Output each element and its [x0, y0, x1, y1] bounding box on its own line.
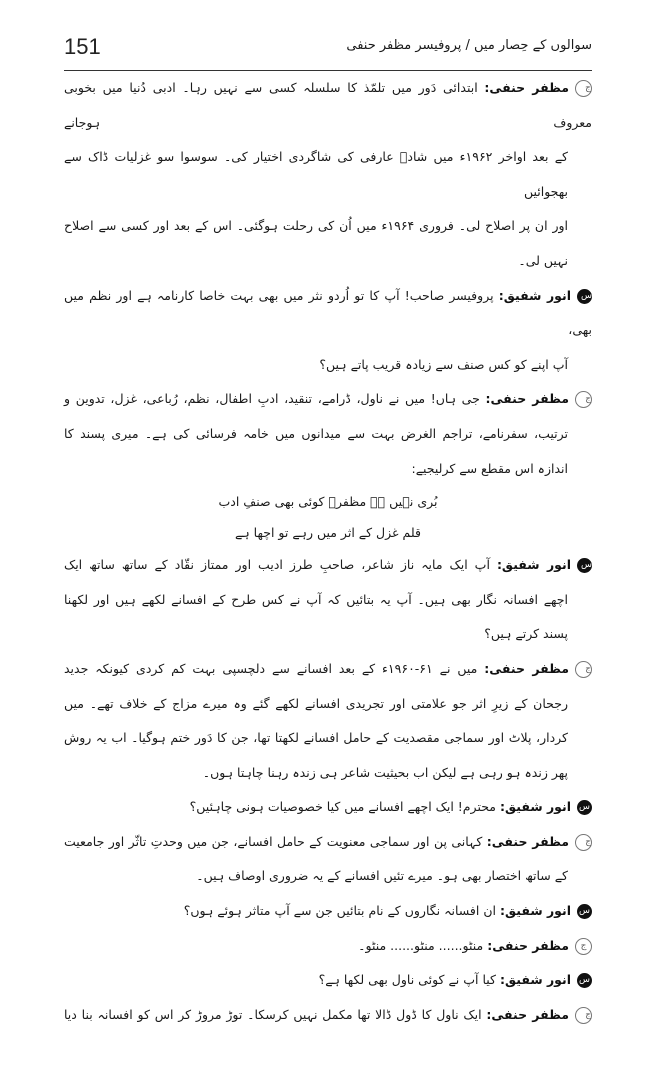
- text: پروفیسر صاحب! آپ کا تو اُردو نثر میں بھی بہت خاصا کارنامہ ہے اور نظم میں بھی،: [64, 287, 592, 338]
- text: آپ ایک مایہ ناز شاعر، صاحبِ طرز ادیب اور ممتاز نقّاد کے ساتھ ساتھ ایک: [64, 557, 490, 573]
- speaker-label: انور شفیق:: [499, 972, 571, 988]
- speaker-label: مظفر حنفی:: [484, 660, 570, 676]
- text: کیا آپ نے کوئی ناول بھی لکھا ہے؟: [318, 972, 496, 988]
- text: کہانی پن اور سماجی معنویت کے حامل افسانے، جن میں وحدتِ تاثّر اور جامعیت: [64, 833, 483, 849]
- text-line: آپ اپنے کو کس صنف سے زیادہ قریب پاتے ہیں؟: [319, 356, 568, 372]
- text-line: پھر زندہ ہو رہی ہے لیکن اب بحیثیت شاعر ہی زندہ رہنا چاہتا ہوں۔: [202, 764, 568, 780]
- text: میں نے ۶۱-۱۹۶۰ء کے بعد افسانے سے دلچسپی بہت کم کردی کیونکہ جدید: [64, 660, 478, 676]
- answer-line: [64, 652, 592, 687]
- answer-marker-icon: ج: [575, 661, 592, 678]
- text-line: رجحان کے زیرِ اثر جو علامتی اور تجریدی افسانے لکھے گئے وہ میرے مزاج کے خلاف تھے۔ میں: [64, 695, 568, 711]
- verse-line: قلم غزل کے اثر میں رہے تو اچھا ہے: [235, 525, 421, 541]
- answer-marker-icon: ج: [575, 391, 592, 408]
- text-line: ترتیب، سفرنامے، تراجم الغرض بہت سے میدانوں میں خامہ فرسائی کی ہے۔ میری پسند کا: [64, 425, 568, 441]
- question-marker-icon: س: [577, 973, 592, 988]
- question-line: [64, 894, 592, 929]
- answer-line: [64, 71, 592, 140]
- text: محترم! ایک اچھے افسانے میں کیا خصوصیات ہونی چاہئیں؟: [189, 799, 496, 815]
- answer-marker-icon: ج: [575, 80, 592, 97]
- speaker-label: مظفر حنفی:: [486, 1006, 569, 1022]
- speaker-label: انور شفیق:: [498, 287, 571, 303]
- answer-line: [64, 825, 592, 860]
- text: جی ہاں! میں نے ناول، ڈرامے، تنقید، ادبِ اطفال، نظم، رُباعی، غزل، تدوین و: [64, 391, 480, 407]
- text-line: کے بعد اواخر ۱۹۶۲ء میں شادؔ عارفی کی شاگردی اختیار کی۔ سوسوا سو غزلیات ڈاک سے بھجوائیں: [64, 149, 568, 199]
- interview-text: [64, 71, 592, 1032]
- page-header: [64, 34, 592, 66]
- question-line: [64, 963, 592, 998]
- text: ابتدائی دَور میں تلمّذ کا سلسلہ کسی سے نہیں رہا۔ ادبی دُنیا میں بخوبی معروف ہوجانے: [64, 80, 592, 130]
- question-line: [64, 548, 592, 583]
- text-line: پسند کرتے ہیں؟: [484, 626, 568, 642]
- question-marker-icon: س: [577, 289, 592, 304]
- text: ایک ناول کا ڈول ڈالا تھا مکمل نہیں کرسکا۔ توڑ مروڑ کر اس کو افسانہ بنا دیا: [64, 1006, 482, 1022]
- text: منٹو...... منٹو...... منٹو۔: [358, 937, 484, 953]
- question-line: [64, 790, 592, 825]
- page-number: 151: [64, 34, 101, 59]
- text-line: کے ساتھ اختصار بھی ہو۔ میرے تئیں افسانے کے یہ ضروری اوصاف ہیں۔: [196, 868, 568, 884]
- text-line: اچھے افسانہ نگار بھی ہیں۔ آپ یہ بتائیں کہ آپ نے کس طرح کے افسانے لکھے ہیں اور لکھنا: [64, 591, 568, 607]
- answer-marker-icon: ج: [575, 834, 592, 851]
- text-line: کردار، پلاٹ اور سماجی مقصدیت کے حامل افسانے لکھتا تھا، جن کا دَور ختم ہوگیا۔ اب یہ روش: [64, 730, 568, 746]
- speaker-label: مظفر حنفی:: [487, 937, 569, 953]
- answer-marker-icon: ج: [575, 938, 592, 955]
- text-line: اور ان پر اصلاح لی۔ فروری ۱۹۶۴ء میں اُن کی رحلت ہوگئی۔ اس کے بعد اور کسی سے اصلاح: [64, 218, 569, 234]
- speaker-label: انور شفیق:: [496, 557, 571, 573]
- running-title: سوالوں کے حِصار میں / پروفیسر مظفر حنفی: [346, 38, 592, 53]
- speaker-label: مظفر حنفی:: [486, 833, 570, 849]
- question-marker-icon: س: [577, 904, 592, 919]
- question-marker-icon: س: [577, 800, 592, 815]
- question-line: [64, 279, 592, 348]
- answer-line: [64, 998, 592, 1033]
- text: ان افسانہ نگاروں کے نام بتائیں جن سے آپ متاثر ہوئے ہوں؟: [183, 903, 496, 919]
- answer-line: [64, 929, 592, 964]
- answer-marker-icon: ج: [575, 1007, 592, 1024]
- speaker-label: مظفر حنفی:: [485, 391, 569, 407]
- verse-line: بُری نہیں ہے مظفرؔ کوئی بھی صنفِ ادب: [218, 494, 438, 510]
- speaker-label: انور شفیق:: [499, 799, 571, 815]
- speaker-label: مظفر حنفی:: [484, 80, 569, 95]
- speaker-label: انور شفیق:: [499, 903, 571, 919]
- answer-line: [64, 382, 592, 417]
- question-marker-icon: س: [577, 558, 592, 573]
- text-line: اندازہ اس مقطع سے کرلیجیے:: [411, 460, 568, 476]
- text-line: نہیں لی۔: [518, 252, 568, 268]
